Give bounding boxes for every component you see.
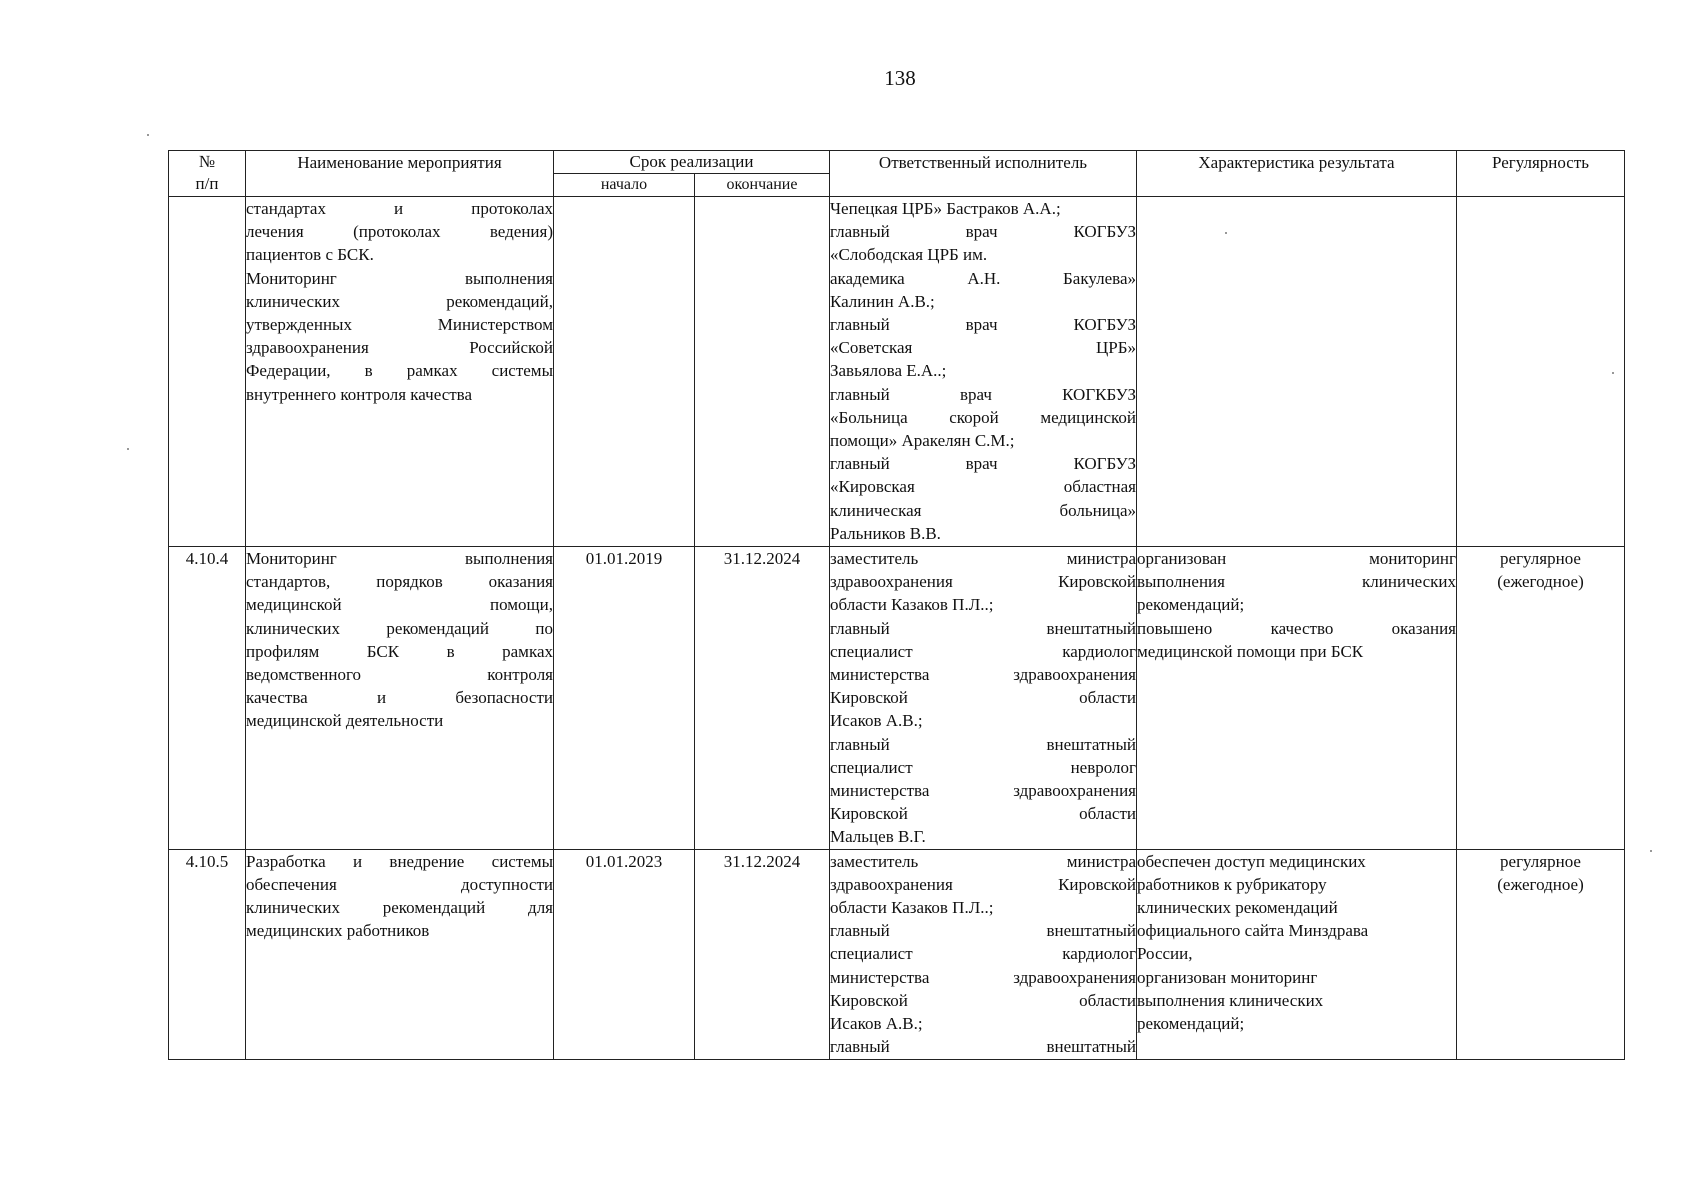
regularity: регулярное (ежегодное) [1457, 849, 1625, 1059]
header-end: окончание [695, 174, 830, 197]
table-body [169, 197, 1625, 1060]
end-date: 31.12.2024 [695, 547, 830, 850]
activity-name: Мониторинг выполнения стандартов, порядков оказания медицинской помощи, клинических рекомендаций по профилям БСК в рамках ведомственного контроля качества и безопасности медицинской деятельности [246, 547, 554, 850]
result-description: обеспечен доступ медицинских работников к рубрикатору клинических рекомендаций официального сайта Минздрава России, организован мониторинг выполнения клинических рекомендаций; [1137, 849, 1457, 1059]
activity-name: Разработка и внедрение системы обеспечения доступности клинических рекомендаций для медицинских работников [246, 849, 554, 1059]
header-regularity: Регулярность [1457, 151, 1625, 197]
end-date: 31.12.2024 [695, 849, 830, 1059]
row-number: 4.10.4 [169, 547, 246, 850]
table-row [169, 547, 1625, 850]
activity-name: стандартах и протоколах лечения (протоколах ведения) пациентов с БСК. Мониторинг выполнения клинических рекомендаций, утвержденных Министерством здравоохранения Российской Федерации, в рамках системы внутреннего контроля качества [246, 197, 554, 547]
result-description: организован мониторинг выполнения клинических рекомендаций; повышено качество оказания медицинской помощи при БСК [1137, 547, 1457, 850]
header-result: Характеристика результата [1137, 151, 1457, 197]
header-start: начало [554, 174, 695, 197]
activity-table [168, 150, 1625, 1060]
table-row [169, 849, 1625, 1059]
scan-speck [1650, 850, 1652, 852]
responsible-executor: заместитель министра здравоохранения Кировской области Казаков П.Л..; главный внештатный специалист кардиолог министерства здравоохранения Кировской области Исаков А.В.; главный внештатный [830, 849, 1137, 1059]
header-activity-name: Наименование мероприятия [246, 151, 554, 197]
page-number: 138 [884, 66, 916, 90]
regularity: регулярное (ежегодное) [1457, 547, 1625, 850]
start-date: 01.01.2023 [554, 849, 695, 1059]
table-row [169, 197, 1625, 547]
header-period: Срок реализации [554, 151, 830, 174]
scan-speck [127, 448, 129, 450]
result-description [1137, 197, 1457, 547]
regularity [1457, 197, 1625, 547]
start-date: 01.01.2019 [554, 547, 695, 850]
row-number: 4.10.5 [169, 849, 246, 1059]
responsible-executor: заместитель министра здравоохранения Кировской области Казаков П.Л..; главный внештатный специалист кардиолог министерства здравоохранения Кировской области Исаков А.В.; главный внештатный специалист невролог министерства здравоохранения Кировской области Мальцев В.Г. [830, 547, 1137, 850]
header-number: № п/п [169, 151, 246, 197]
responsible-executor: Чепецкая ЦРБ» Бастраков А.А.; главный врач КОГБУЗ «Слободская ЦРБ им. академика А.Н. Бакулева» Калинин А.В.; главный врач КОГБУЗ «Советская ЦРБ» Завьялова Е.А..; главный врач КОГКБУЗ «Больница скорой медицинской помощи» Аракелян С.М.; главный врач КОГБУЗ «Кировская областная клиническая больница» Ральников В.В. [830, 197, 1137, 547]
scan-speck [147, 134, 149, 136]
end-date [695, 197, 830, 547]
header-responsible: Ответственный исполнитель [830, 151, 1137, 197]
start-date [554, 197, 695, 547]
row-number [169, 197, 246, 547]
